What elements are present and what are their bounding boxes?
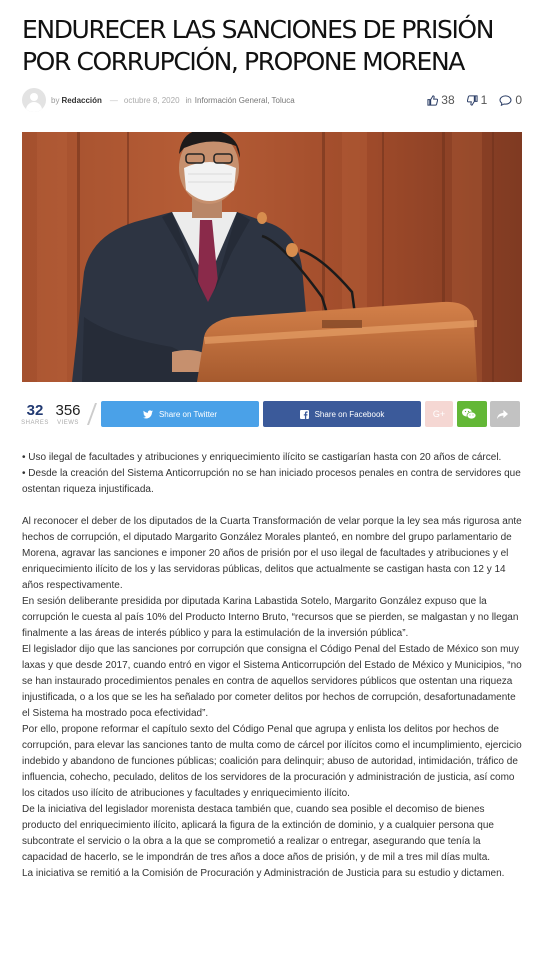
in-label: in: [185, 95, 192, 105]
author-avatar[interactable]: [22, 88, 46, 112]
paragraph-6: La iniciativa se remitió a la Comisión de Procuración y Administración de Justicia para su estudio y dictamen.: [22, 868, 505, 879]
summary-bullet-2: • Desde la creación del Sistema Anticorrupción no se han iniciado procesos penales en contra de servidores que ostentan riqueza injustificada.: [22, 468, 521, 495]
dislike-button[interactable]: [467, 93, 488, 107]
reaction-stats: [415, 93, 522, 107]
share-twitter-button[interactable]: [101, 401, 259, 427]
category-links[interactable]: Información General, Toluca: [194, 95, 295, 105]
twitter-bird-icon: [143, 410, 153, 419]
article-title: ENDURECER LAS SANCIONES DE PRISIÓN POR CORRUPCIÓN, PROPONE MORENA: [22, 15, 493, 76]
googleplus-icon: G+: [432, 409, 446, 419]
meta-separator: —: [109, 95, 118, 105]
article-meta: [22, 87, 522, 113]
like-count: 38: [441, 93, 455, 107]
share-wechat-button[interactable]: [457, 401, 487, 427]
paragraph-3: El legislador dijo que las sanciones por corrupción que consigna el Código Penal del Estado de México son muy laxas y que desde 2017, cuando entró en vigor el Sistema Anticorrupción del Estado de México y Municipios, “no se han instaurado procedimientos penales en contra de aquellos servidores públicos que ostentan una riqueza injustificada, o a los que se les ha señalado por cometer delitos por hechos de corrupción, desafortunadamente el Sistema ha mostrado poca efectividad”.: [22, 644, 522, 719]
wechat-icon: [462, 408, 476, 420]
shares-label: SHARES: [21, 419, 49, 426]
like-button[interactable]: [427, 93, 454, 107]
share-facebook-label: Share on Facebook: [314, 409, 385, 419]
article-body: [22, 450, 522, 882]
views-count: 356: [55, 401, 81, 419]
share-facebook-button[interactable]: [263, 401, 421, 427]
comment-bubble-icon: [499, 95, 512, 106]
featured-image: [22, 132, 522, 382]
share-bar: [22, 400, 522, 428]
paragraph-2: En sesión deliberante presidida por diputada Karina Labastida Sotelo, Margarito González expuso que la corrupción le cuesta al país 10% del Producto Interno Bruto, “recursos que se pierden, se malgastan y no llegan finalmente a las áreas de interés público y para la estimulación de la inversión pública”.: [22, 596, 519, 639]
share-arrow-icon: [496, 409, 509, 420]
dislike-count: 1: [480, 93, 488, 107]
share-googleplus-button[interactable]: [425, 401, 453, 427]
views-label: VIEWS: [57, 419, 79, 426]
comment-count: 0: [515, 93, 522, 107]
summary-bullet-1: • Uso ilegal de facultades y atribuciones y enriquecimiento ilícito se castigarían hasta con 20 años de cárcel.: [22, 452, 502, 463]
thumbs-up-icon: [427, 95, 438, 106]
publish-date: octubre 8, 2020: [123, 95, 180, 105]
views-counter: [53, 403, 83, 426]
featured-photo-speaker-at-podium: [22, 132, 522, 382]
share-more-button[interactable]: [490, 401, 520, 427]
thumbs-down-icon: [467, 95, 478, 106]
paragraph-5: De la iniciativa del legislador morenista destaca también que, cuando sea posible el decomiso de bienes producto del enriquecimiento ilícito, aplicará la figura de la extinción de dominio, y a cualquier persona que subcontrate el servicio o la obra a la que se comprometió a realizar o entregar, asegurando que tenía la capacidad de hacerlo, se le impondrán de tres años a doce años de prisión, y de mil a tres mil días multa.: [22, 804, 494, 863]
comments-link[interactable]: [499, 93, 522, 107]
by-label: by: [51, 95, 60, 105]
shares-counter: [22, 403, 48, 426]
paragraph-1: Al reconocer el deber de los diputados de la Cuarta Transformación de velar porque la ley sea más rigurosa ante hechos de corrupción, el diputado Margarito González Morales planteó, en nombre del grupo parlamentario de Morena, agravar las sanciones e imponer 20 años de prisión por el uso ilegal de facultades y atribuciones y el enriquecimiento ilícito de los y las servidoras públicas, delitos que actualmente se castigan hasta con 12 y 14 años respectivamente.: [22, 516, 522, 591]
paragraph-4: Por ello, propone reformar el capítulo sexto del Código Penal que agrupa y enlista los delitos por hechos de corrupción, para elevar las sanciones tanto de multa como de cárcel por ilícitos como el incumplimiento, ejercicio indebido y abandono de funciones públicas; coalición para delinquir; abuso de autoridad, intimidación, tráfico de influencia, cohecho, peculado, delitos de los servidores de la procuración y administración de justicia, así como los citados uso ilícito de atribuciones y facultades y enriquecimiento ilícito.: [22, 724, 522, 799]
author-link[interactable]: Redacción: [61, 95, 102, 105]
share-twitter-label: Share on Twitter: [158, 409, 218, 419]
shares-count: 32: [26, 401, 44, 419]
counter-divider: [87, 403, 97, 425]
facebook-f-icon: [300, 410, 309, 419]
